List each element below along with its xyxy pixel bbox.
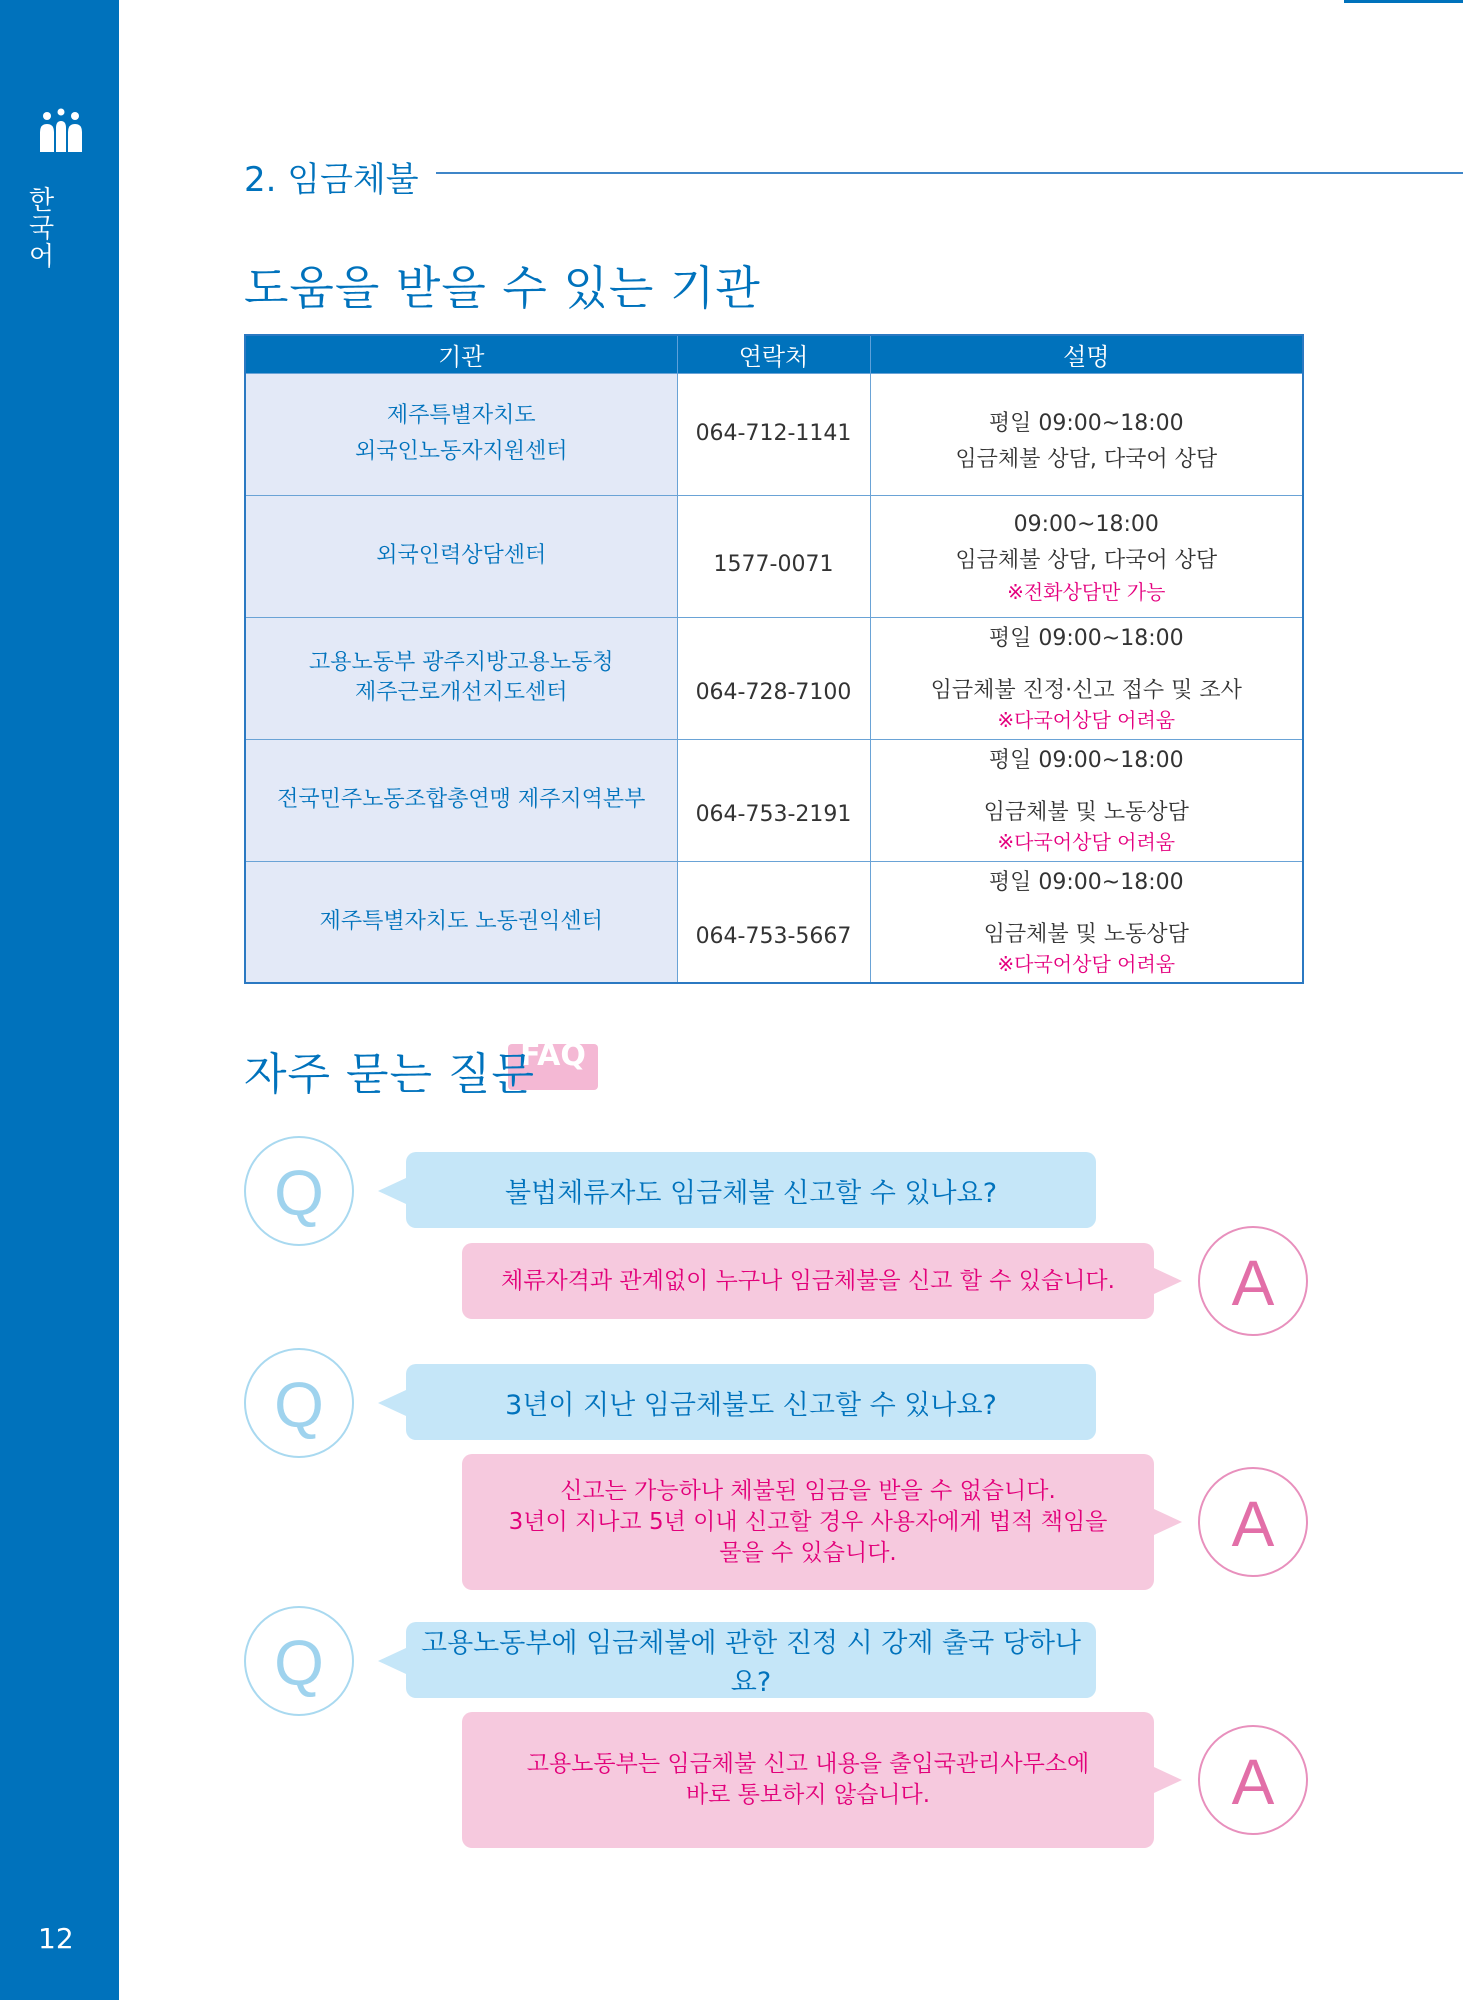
service-description: 임금체불 상담, 다국어 상담: [955, 447, 1218, 472]
agency-name: [245, 617, 677, 739]
business-hours: 09:00~18:00: [1013, 512, 1159, 537]
agencies-heading: 도움을 받을 수 있는 기관: [244, 261, 761, 315]
column-header-contact: 연락처: [677, 335, 870, 373]
faq-question-1: 불법체류자도 임금체불 신고할 수 있나요?: [406, 1152, 1096, 1228]
service-description: 임금체불 상담, 다국어 상담: [955, 548, 1218, 573]
answer-text: 신고는 가능하나 체불된 임금을 받을 수 없습니다. 3년이 지나고 5년 이내 신고할 경우 사용자에게 법적 책임을 물을 수 있습니다.: [508, 1477, 1108, 1566]
service-description: 임금체불 및 노동상담: [983, 800, 1189, 825]
sidebar: [0, 0, 119, 2000]
agencies-table: [244, 334, 1304, 984]
agency-name-line: 전국민주노동조합총연맹 제주지역본부: [277, 787, 646, 812]
spacer: [871, 899, 1303, 919]
service-note: ※다국어상담 어려움: [997, 830, 1176, 854]
agency-name-line: 제주특별자치도 노동권익센터: [319, 908, 603, 934]
table-row: [245, 495, 1303, 617]
answer-text: 체류자격과 관계없이 누구나 임금체불을 신고 할 수 있습니다.: [501, 1267, 1115, 1294]
agency-description: [870, 495, 1303, 617]
agency-phone: 064-753-5667: [677, 861, 870, 983]
service-note: ※전화상담만 가능: [1007, 580, 1166, 604]
answer-icon: A: [1198, 1467, 1308, 1577]
agency-name-line: 고용노동부 광주지방고용노동청: [308, 650, 614, 675]
page-number: 12: [38, 1922, 74, 1955]
answer-icon: A: [1198, 1226, 1308, 1336]
faq-question-3: 고용노동부에 임금체불에 관한 진정 시 강제 출국 당하나요?: [406, 1622, 1096, 1698]
section-divider: [436, 172, 1463, 174]
question-icon: Q: [244, 1136, 354, 1246]
column-header-description: 설명: [870, 335, 1303, 373]
service-note: ※다국어상담 어려움: [997, 708, 1176, 732]
language-label: 한국어: [24, 186, 54, 270]
agency-name-line: 외국인력상담센터: [376, 543, 547, 568]
table-row: [245, 739, 1303, 861]
table-header-row: [245, 335, 1303, 373]
spacer: [871, 655, 1303, 675]
agency-name: [245, 739, 677, 861]
business-hours: 평일 09:00~18:00: [988, 748, 1184, 773]
service-description: 임금체불 진정·신고 접수 및 조사: [930, 678, 1242, 703]
service-note: ※다국어상담 어려움: [997, 951, 1176, 976]
question-icon: Q: [244, 1606, 354, 1716]
service-description: 임금체불 및 노동상담: [983, 921, 1189, 947]
agency-phone: 064-728-7100: [677, 617, 870, 739]
agency-phone: 1577-0071: [677, 495, 870, 617]
section-title: 2. 임금체불: [244, 160, 419, 200]
business-hours: 평일 09:00~18:00: [988, 869, 1184, 895]
agency-description: [870, 373, 1303, 495]
table-row: [245, 617, 1303, 739]
table-row: [245, 861, 1303, 983]
faq-answer-2: [462, 1454, 1154, 1590]
faq-badge: FAQ: [508, 1044, 598, 1090]
top-accent-rule: [1344, 0, 1463, 3]
business-hours: 평일 09:00~18:00: [988, 626, 1184, 651]
agency-name: [245, 861, 677, 983]
faq-question-2: 3년이 지난 임금체불도 신고할 수 있나요?: [406, 1364, 1096, 1440]
agency-name-line: 제주근로개선지도센터: [354, 680, 568, 705]
agency-name: [245, 495, 677, 617]
people-logo-icon: [36, 108, 86, 158]
answer-text: 고용노동부는 임금체불 신고 내용을 출입국관리사무소에 바로 통보하지 않습니다.: [526, 1751, 1090, 1808]
spacer: [871, 777, 1303, 797]
agency-name: [245, 373, 677, 495]
question-icon: Q: [244, 1348, 354, 1458]
faq-answer-3: [462, 1712, 1154, 1848]
agency-description: [870, 861, 1303, 983]
agency-description: [870, 739, 1303, 861]
agency-name-line: 외국인노동자지원센터: [354, 439, 568, 464]
agency-phone: 064-753-2191: [677, 739, 870, 861]
agency-description: [870, 617, 1303, 739]
business-hours: 평일 09:00~18:00: [988, 411, 1184, 436]
agency-phone: 064-712-1141: [677, 373, 870, 495]
answer-icon: A: [1198, 1725, 1308, 1835]
column-header-agency: 기관: [245, 335, 677, 373]
table-row: [245, 373, 1303, 495]
faq-heading: 자주 묻는 질문: [244, 1049, 535, 1100]
agency-name-line: 제주특별자치도: [386, 403, 536, 428]
faq-answer-1: [462, 1243, 1154, 1319]
